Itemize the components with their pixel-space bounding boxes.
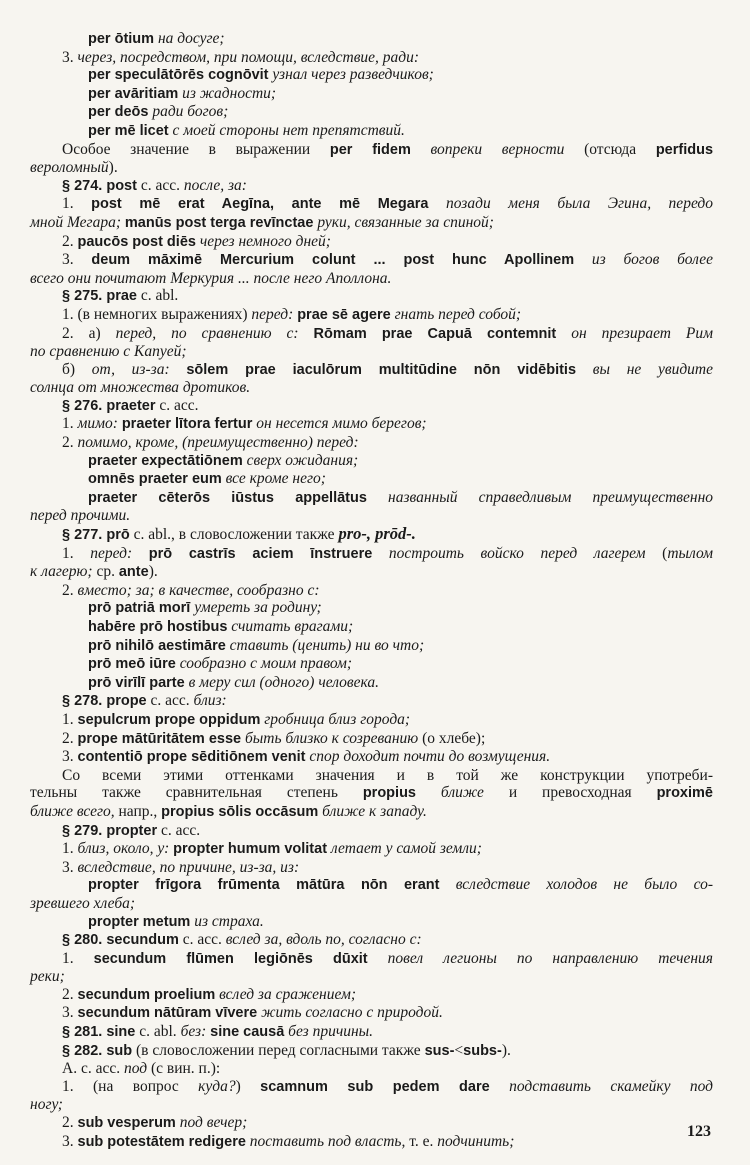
text-line — [0, 784, 713, 803]
text-line — [0, 325, 713, 344]
text-line — [0, 1060, 713, 1078]
translation: он презирает Рим — [571, 324, 714, 342]
translation: вопреки верности — [430, 140, 565, 158]
text-line — [0, 582, 713, 600]
text: Со всеми этими оттенками значения и в той же конструкции употреби- — [62, 766, 713, 784]
text-line — [0, 306, 713, 325]
text: 3. — [62, 1132, 78, 1150]
text: 2. — [62, 232, 78, 250]
text: ср. — [92, 563, 119, 581]
translation: мной Мегара; — [30, 213, 121, 231]
translation: из страха. — [194, 912, 264, 930]
latin-term: subs- — [463, 1042, 502, 1059]
text — [411, 141, 431, 158]
latin-term: § 279. propter — [62, 822, 158, 839]
text: б) — [62, 360, 92, 378]
text: 1. — [62, 840, 78, 858]
translation: помимо, кроме, (преимущественно) перед: — [77, 434, 359, 452]
text-line — [0, 563, 713, 582]
latin-term: sub potestātem redigere — [77, 1133, 246, 1150]
translation: вследствие, по причине, из-за, из: — [77, 858, 300, 876]
latin-term: per speculātōrēs cognōvit — [88, 67, 269, 84]
text-line — [0, 397, 713, 416]
text-line — [0, 637, 713, 656]
latin-term: sine causā — [210, 1024, 285, 1041]
translation: без: — [180, 1023, 207, 1041]
latin-term: § 277. prō — [62, 527, 130, 544]
text-line — [0, 599, 713, 618]
text: с. acc. — [155, 396, 199, 414]
text-line — [0, 1042, 713, 1061]
text: 3. — [62, 1004, 78, 1022]
translation: из богов более — [591, 251, 713, 269]
latin-term: per deōs — [88, 104, 149, 121]
translation: через немного дней; — [199, 232, 331, 250]
text: 3. — [62, 48, 78, 66]
text: 1. — [62, 195, 92, 213]
translation: гнать перед собой; — [394, 305, 522, 323]
translation: жить согласно с природой. — [261, 1004, 443, 1022]
text-line — [0, 767, 713, 785]
latin-term: prō virīlī parte — [88, 674, 185, 691]
text-line — [0, 361, 713, 380]
text: напр., — [114, 802, 162, 820]
text-line — [0, 49, 713, 67]
text-line — [0, 950, 713, 969]
text-line — [0, 177, 713, 196]
translation: с моей стороны нет препятствий. — [172, 121, 405, 139]
text-line — [0, 730, 713, 749]
translation: перед, по сравнению с: — [115, 324, 299, 342]
text-line — [0, 195, 713, 214]
latin-term: § 280. secundum — [62, 932, 179, 949]
text-line — [0, 66, 713, 85]
translation: из жадности; — [182, 84, 277, 102]
text: А. с. acc. — [62, 1060, 124, 1078]
text — [439, 876, 455, 893]
text: 1. (в немногих выражениях) — [62, 305, 252, 323]
latin-term: propter humum volitat — [173, 841, 328, 858]
text — [367, 489, 388, 506]
text: с. abl. — [136, 287, 179, 305]
translation: быть близко к созреванию — [244, 729, 419, 747]
text — [556, 325, 571, 342]
latin-term: ante — [118, 564, 149, 581]
text-line — [0, 141, 713, 160]
translation: к лагерю; — [30, 563, 93, 581]
text: 3. — [62, 251, 92, 269]
latin-term: scamnum sub pedem dare — [260, 1078, 490, 1095]
translation: без причины. — [288, 1023, 374, 1041]
text: с. acc. — [136, 176, 184, 194]
text-line — [0, 489, 713, 508]
text — [429, 195, 447, 212]
translation: в меру сил (одного) человека. — [188, 673, 380, 691]
text: (о хлебе); — [418, 729, 486, 747]
translation: считать врагами; — [231, 618, 354, 635]
text-line — [0, 803, 713, 822]
translation: узнал через разведчиков; — [272, 66, 434, 84]
latin-term: proximē — [656, 785, 713, 802]
latin-term: sōlem prae iaculōrum multitūdine nōn vidēbitis — [186, 361, 577, 378]
text-line — [0, 822, 713, 841]
text: 3. — [62, 858, 78, 876]
text-line — [0, 1114, 713, 1133]
translation: летает у самой земли; — [330, 840, 482, 858]
translation: построить войско перед лагерем — [388, 544, 646, 562]
text: с. acc. — [157, 821, 201, 839]
latin-term: § 274. post — [62, 177, 137, 194]
text: (в словосложении перед согласными также — [132, 1041, 425, 1059]
translation: вместо; за; в качестве, сообразно с: — [77, 581, 320, 599]
translation: перед: — [90, 544, 133, 562]
latin-term: contentiō prope sēditiōnem venit — [77, 749, 306, 766]
latin-term: omnēs praeter eum — [88, 471, 222, 488]
latin-term: praeter expectātiōnem — [88, 452, 243, 469]
translation: сверх ожидания; — [246, 451, 359, 469]
text-line — [0, 618, 713, 637]
translation: вероломный — [30, 159, 109, 177]
translation: зревшего хлеба; — [30, 894, 136, 912]
translation: от, из-за: — [91, 360, 170, 378]
text-line — [0, 270, 713, 288]
latin-term: per fidem — [329, 141, 411, 158]
text: < — [454, 1041, 464, 1059]
latin-term: deum māximē Mercurium colunt ... post hunc Apollinem — [91, 252, 575, 269]
latin-term: propius — [362, 785, 416, 802]
text — [574, 251, 592, 268]
translation: руки, связанные за спиной; — [317, 213, 494, 231]
latin-term: secundum flūmen legiōnēs dūxit — [93, 950, 368, 967]
text-line — [0, 655, 713, 674]
text-line — [0, 840, 713, 859]
text-line — [0, 986, 713, 1005]
text: 2. — [62, 985, 78, 1003]
text-line — [0, 379, 713, 397]
latin-term: prō meō iūre — [88, 656, 176, 673]
translation: вы не увидите — [592, 360, 713, 378]
translation: через, посредством, при помощи, вследствие, ради: — [77, 48, 420, 66]
latin-term: sepulcrum prope oppidum — [77, 711, 261, 728]
text: тельны также сравнительная степень — [30, 784, 363, 802]
page-number: 123 — [687, 1123, 711, 1140]
text-line — [0, 931, 713, 950]
text: с. abl., в словосложении также — [129, 526, 339, 544]
latin-term: § 278. prope — [62, 693, 147, 710]
text-line — [0, 1133, 713, 1152]
text-line — [0, 968, 713, 986]
text: 2. — [62, 581, 78, 599]
translation: ближе к западу. — [322, 802, 427, 820]
text-line — [0, 674, 713, 693]
text: Особое значение в выражении — [62, 140, 330, 158]
latin-term: per ōtium — [88, 31, 155, 47]
text-line — [0, 343, 713, 361]
latin-term: praeter cēterōs iūstus appellātus — [88, 489, 367, 506]
text: ). — [108, 159, 118, 177]
translation: реки; — [30, 968, 65, 986]
text: (отсюда — [564, 140, 656, 158]
text-line — [0, 895, 713, 913]
text: 1. — [62, 710, 78, 728]
translation: ближе всего, — [30, 802, 115, 820]
text-line — [0, 415, 713, 434]
translation: мимо: — [77, 415, 118, 433]
text: (с вин. п.): — [147, 1060, 221, 1078]
translation: по сравнению с Капуей; — [30, 343, 187, 361]
latin-term: post mē erat Aegīna, ante mē Megara — [91, 196, 429, 213]
latin-term: propter frīgora frūmenta mātūra nōn erant — [88, 877, 440, 894]
text-line — [0, 85, 713, 104]
text-line — [0, 287, 713, 306]
text: 1. — [62, 415, 78, 433]
latin-term: § 281. sine — [62, 1024, 136, 1041]
text — [170, 361, 187, 378]
text-line — [0, 1078, 713, 1097]
text-line — [0, 711, 713, 730]
translation: он несется мимо берегов; — [256, 415, 427, 433]
translation: перед: — [251, 305, 294, 323]
text-line — [0, 1023, 713, 1042]
text-line — [0, 470, 713, 489]
text: и превосходная — [483, 784, 657, 802]
text-line — [0, 525, 713, 545]
translation: гробница близ города; — [264, 710, 411, 728]
translation: ради богов; — [152, 103, 229, 121]
text-line — [0, 507, 713, 525]
translation: умереть за родину; — [194, 599, 322, 617]
translation: спор доходит почти до возмущения. — [309, 748, 551, 766]
text-line — [0, 692, 713, 711]
text: ( — [645, 544, 668, 562]
translation: перед прочими. — [30, 507, 131, 525]
latin-term: prae sē agere — [297, 306, 391, 323]
latin-term: praeter lītora fertur — [121, 416, 253, 433]
latin-term: propter metum — [88, 913, 191, 930]
text: ). — [501, 1041, 511, 1059]
translation: ногу; — [30, 1096, 63, 1114]
text-line — [0, 214, 713, 233]
latin-term: secundum nātūram vīvere — [77, 1005, 258, 1022]
latin-term: § 275. prae — [62, 288, 137, 305]
translation: тылом — [667, 544, 714, 562]
translation: ставить (ценить) ни во что; — [229, 636, 425, 654]
latin-term: secundum proelium — [77, 986, 216, 1003]
text-line — [0, 452, 713, 471]
text — [576, 361, 593, 378]
translation: вследствие холодов не было со- — [455, 876, 714, 894]
text-line — [0, 251, 713, 270]
latin-term: propius sōlis occāsum — [161, 803, 319, 820]
text: с. acc. — [146, 692, 194, 710]
text-line — [0, 122, 713, 141]
latin-term: sus- — [424, 1042, 455, 1059]
translation: на досуге; — [157, 30, 225, 47]
translation: поставить под власть, — [249, 1132, 406, 1150]
latin-term: paucōs post diēs — [77, 233, 196, 250]
latin-term: § 276. praeter — [62, 397, 156, 414]
text-line — [0, 233, 713, 252]
translation: сообразно с моим правом; — [179, 655, 353, 673]
text — [368, 950, 388, 967]
translation: солнца от множества дротиков. — [30, 379, 251, 397]
latin-term: prope mātūritātem esse — [77, 730, 242, 747]
text-line — [0, 876, 713, 895]
prefix-term: pro-, prōd-. — [338, 524, 416, 544]
latin-term: perfidus — [655, 141, 714, 158]
text-line — [0, 434, 713, 452]
text-line — [0, 159, 713, 177]
text-line — [0, 30, 713, 49]
translation: вслед за сражением; — [219, 985, 357, 1003]
text: 1. (на вопрос — [62, 1077, 199, 1095]
latin-term: per avāritiam — [88, 85, 179, 102]
latin-term: prō nihilō aestimāre — [88, 637, 226, 654]
text: 3. — [62, 748, 78, 766]
text: 2. — [62, 729, 78, 747]
text — [299, 325, 314, 342]
dictionary-page-body — [0, 30, 712, 1151]
translation: позади меня была Эгина, передо — [446, 195, 714, 213]
text: с. abl. — [135, 1023, 181, 1041]
translation: после, за: — [183, 176, 247, 194]
translation: близ, около, у: — [77, 840, 170, 858]
text-line — [0, 1096, 713, 1114]
translation: вслед за, вдоль по, согласно с: — [225, 931, 422, 949]
translation: ближе — [440, 784, 484, 802]
translation: названный справедливым преимущественно — [388, 488, 714, 506]
text-line — [0, 103, 713, 122]
latin-term: § 282. sub — [62, 1042, 133, 1059]
text: с. acc. — [178, 931, 226, 949]
translation: всего они почитают Меркурия ... после него Аполлона. — [30, 269, 392, 287]
latin-term: Rōmam prae Capuā contemnit — [313, 325, 557, 342]
translation: под вечер; — [179, 1114, 248, 1132]
text-line — [0, 545, 713, 564]
latin-term: prō castrīs aciem īnstruere — [148, 545, 373, 562]
text — [416, 784, 441, 801]
latin-term: prō patriā morī — [88, 600, 191, 617]
text-line — [0, 913, 713, 932]
text: 2. — [62, 434, 78, 452]
translation: близ: — [193, 692, 227, 710]
translation: под — [123, 1060, 148, 1078]
text: т. е. — [405, 1132, 438, 1150]
text: 2. а) — [62, 324, 116, 342]
latin-term: habēre prō hostibus — [88, 619, 228, 635]
translation: все кроме него; — [225, 470, 326, 488]
latin-term: manūs post terga revīnctae — [124, 214, 314, 231]
text: 1. — [62, 544, 91, 562]
text-line — [0, 859, 713, 877]
text: 1. — [62, 949, 94, 967]
text: ) — [235, 1077, 261, 1095]
latin-term: sub vesperum — [77, 1115, 176, 1132]
text — [372, 545, 389, 562]
translation: подставить скамейку под — [509, 1077, 714, 1095]
text-line — [0, 1004, 713, 1023]
text — [132, 545, 149, 562]
text: ). — [148, 563, 158, 581]
translation: подчинить; — [437, 1132, 515, 1150]
translation: повел легионы по направлению течения — [387, 949, 714, 967]
text: 2. — [62, 1114, 78, 1132]
text-line — [0, 748, 713, 767]
translation: куда? — [198, 1077, 236, 1095]
text — [490, 1078, 509, 1095]
latin-term: per mē licet — [88, 122, 169, 139]
